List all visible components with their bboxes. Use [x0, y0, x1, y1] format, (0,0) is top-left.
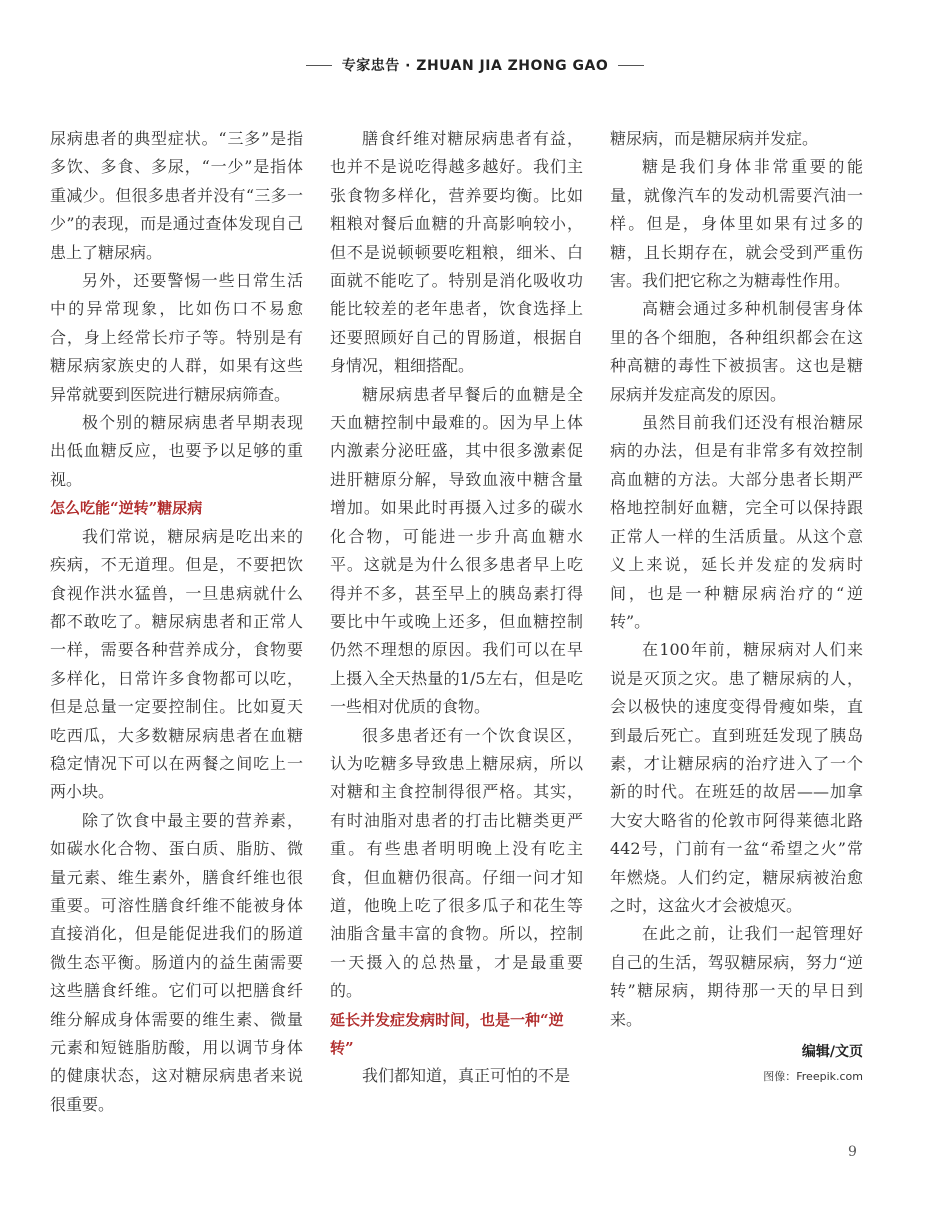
paragraph: 很多患者还有一个饮食误区，认为吃糖多导致患上糖尿病，所以对糖和主食控制得很严格。其实，有时油脂对患者的打击比糖类更严重。有些患者明明晚上没有吃主食，但血糖仍很高。仔细一问才知道，他晚上吃了很多瓜子和花生等油脂含量丰富的食物。所以，控制一天摄入的总热量，才是最重要的。: [330, 725, 583, 1001]
column-1: [50, 125, 303, 1119]
header-rule-right: [618, 65, 644, 66]
page-number: 9: [848, 1144, 857, 1160]
section-title: 专家忠告 · ZHUAN JIA ZHONG GAO: [341, 58, 609, 74]
section-heading: 怎么吃能“逆转”糖尿病: [50, 499, 203, 518]
paragraph: 在此之前，让我们一起管理好自己的生活，驾驭糖尿病，努力“逆转”糖尿病，期待那一天的早日到来。: [610, 924, 863, 1029]
paragraph: 虽然目前我们还没有根治糖尿病的办法，但是有非常多有效控制高血糖的方法。大部分患者长期严格地控制好血糖，完全可以保持跟正常人一样的生活质量。从这个意义上来说，延长并发症的发病时间，也是一种糖尿病治疗的“逆转”。: [610, 413, 863, 631]
paragraph: 糖尿病患者早餐后的血糖是全天血糖控制中最难的。因为早上体内激素分泌旺盛，其中很多激素促进肝糖原分解，导致血液中糖含量增加。如果此时再摄入过多的碳水化合物，可能进一步升高血糖水平。这就是为什么很多患者早上吃得并不多，甚至早上的胰岛素打得要比中午或晚上还多，但血糖控制仍然不理想的原因。我们可以在早上摄入全天热量的1/5左右，但是吃一些相对优质的食物。: [330, 384, 583, 717]
paragraph: 我们常说，糖尿病是吃出来的疾病，不无道理。但是，不要把饮食视作洪水猛兽，一旦患病就什么都不敢吃了。糖尿病患者和正常人一样，需要各种营养成分，食物要多样化，日常许多食物都可以吃，但是总量一定要控制住。比如夏天吃西瓜，大多数糖尿病患者在血糖稳定情况下可以在两餐之间吃上一两小块。: [50, 526, 303, 802]
column-2: [330, 125, 583, 1091]
header-rule-left: [306, 65, 332, 66]
paragraph: 极个别的糖尿病患者早期表现出低血糖反应，也要予以足够的重视。: [50, 413, 303, 489]
paragraph: 我们都知道，真正可怕的不是: [362, 1066, 571, 1086]
paragraph: 糖尿病，而是糖尿病并发症。: [610, 129, 819, 148]
paragraph: 除了饮食中最主要的营养素，如碳水化合物、蛋白质、脂肪、微量元素、维生素外，膳食纤维也很重要。可溶性膳食纤维不能被身体直接消化，但是能促进我们的肠道微生态平衡。肠道内的益生菌需要这些膳食纤维。它们可以把膳食纤维分解成身体需要的维生素、微量元素和短链脂肪酸，用以调节身体的健康状态，这对糖尿病患者来说很重要。: [50, 810, 303, 1114]
column-3: [610, 125, 863, 1088]
image-credit: 图像：Freepik.com: [763, 1070, 863, 1083]
paragraph: 另外，还要警惕一些日常生活中的异常现象，比如伤口不易愈合，身上经常长疖子等。特别是有糖尿病家族史的人群，如果有这些异常就要到医院进行糖尿病筛查。: [50, 271, 303, 404]
page-header: [0, 52, 950, 78]
editor-credit: 编辑/文页: [801, 1044, 863, 1060]
paragraph: 在100年前，糖尿病对人们来说是灭顶之灾。患了糖尿病的人，会以极快的速度变得骨瘦如柴，直到最后死亡。直到班廷发现了胰岛素，才让糖尿病的治疗进入了一个新的时代。在班廷的故居——加拿大安大略省的伦敦市阿得莱德北路442号，门前有一盆“希望之火”常年燃烧。人们约定，糖尿病被治愈之时，这盆火才会被熄灭。: [610, 640, 863, 915]
section-heading: 延长并发症发病时间，也是一种“逆转”: [330, 1010, 564, 1057]
paragraph: 膳食纤维对糖尿病患者有益，也并不是说吃得越多越好。我们主张食物多样化，营养要均衡。比如粗粮对餐后血糖的升高影响较小，但不是说顿顿要吃粗粮，细米、白面就不能吃了。特别是消化吸收功能比较差的老年患者，饮食选择上还要照顾好自己的胃肠道，根据自身情况，粗细搭配。: [330, 129, 583, 376]
paragraph: 糖是我们身体非常重要的能量，就像汽车的发动机需要汽油一样。但是，身体里如果有过多的糖，且长期存在，就会受到严重伤害。我们把它称之为糖毒性作用。: [610, 157, 863, 291]
paragraph: 尿病患者的典型症状。“三多”是指多饮、多食、多尿，“一少”是指体重减少。但很多患者并没有“三多一少”的表现，而是通过查体发现自己患上了糖尿病。: [50, 129, 303, 262]
paragraph: 高糖会通过多种机制侵害身体里的各个细胞，各种组织都会在这种高糖的毒性下被损害。这也是糖尿病并发症高发的原因。: [610, 299, 863, 404]
